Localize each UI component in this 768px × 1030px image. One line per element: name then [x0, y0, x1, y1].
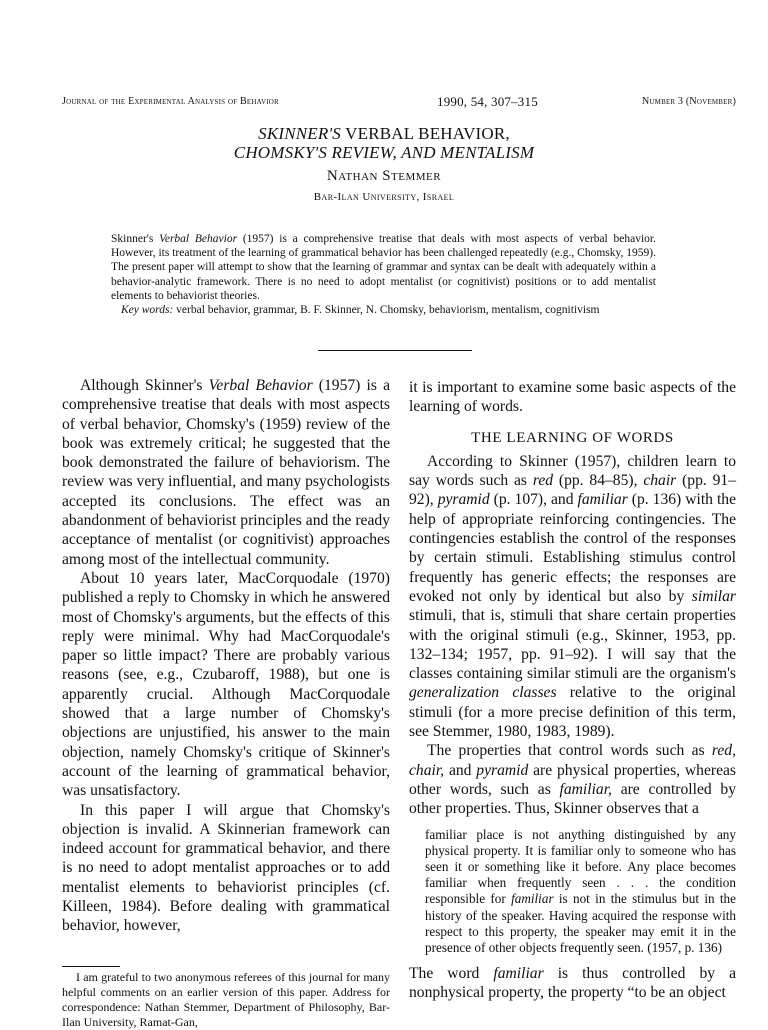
title-block	[0, 124, 768, 203]
affiliation: Bar-Ilan University, Israel	[313, 191, 455, 203]
title-line-1	[0, 124, 768, 143]
running-head	[62, 96, 736, 112]
paragraph: About 10 years later, MacCorquodale (1970) published a reply to Chomsky in which he answered most of Chomsky's arguments, but the effects of this reply were minimal. Why had MacCorquodale's paper so little impact? There are probably various reasons (see, e.g., Czubaroff, 1988), but one is apparently crucial. Although MacCorquodale showed that a large number of Chomsky's objections are unjustified, his answer to the main objection, namely Chomsky's critique of Skinner's account of the learning of grammatical behavior, was unsatisfactory.	[62, 569, 390, 800]
block-quote: familiar place is not anything distinguished by any physical property. It is familiar only to someone who has seen it or something like it before. Any place becomes familiar when frequently seen . . . the condition responsible for familiar is not in the stimulus but in the history of the speaker. Having acquired the response with respect to this property, the speaker may emit it in the presence of other objects frequently seen. (1957, p. 136)	[425, 826, 737, 955]
footnote: I am grateful to two anonymous referees of this journal for many helpful comments on an earlier version of this paper. Address for correspondence: Nathan Stemmer, Department of Philosophy, Bar-Ilan University, Ramat-Gan,	[62, 970, 390, 1029]
citation: 1990, 54, 307–315	[437, 94, 538, 109]
title-skinners: SKINNER'S	[258, 124, 342, 143]
left-column	[62, 376, 390, 936]
author: Nathan Stemmer	[326, 168, 442, 184]
paragraph-continued: it is important to examine some basic aspects of the learning of words.	[409, 379, 736, 416]
title-line-2	[0, 143, 768, 162]
paragraph: According to Skinner (1957), children learn to say words such as red (pp. 84–85), chair (pp. 91–92), pyramid (p. 107), and familiar (p. 136) with the help of appropriate reinforcing contingencies. The contingencies establish the control of the responses by certain stimuli. Establishing stimulus control frequently has generic effects; the responses are evoked not only by identical but also by similar stimuli, that is, stimuli that share certain properties with the original stimuli (e.g., Skinner, 1953, pp. 132–134; 1957, pp. 91–92). I will say that the classes containing similar stimuli are the organism's generalization classes relative to the original stimuli (for a more precise definition of this term, see Stemmer, 1980, 1983, 1989).	[409, 452, 737, 741]
paragraph: The word familiar is thus controlled by a nonphysical property, the property “to be an object	[409, 965, 737, 1002]
title-verbal-behavior: VERBAL BEHAVIOR,	[341, 124, 510, 143]
right-column	[409, 378, 736, 1003]
paragraph: The properties that control words such as red, chair, and pyramid are physical properties, whereas other words, such as familiar, are controlled by other properties. Thus, Skinner observes that a	[409, 742, 736, 818]
section-heading: THE LEARNING OF WORDS	[471, 429, 674, 446]
paragraph: Although Skinner's Verbal Behavior (1957) is a comprehensive treatise that deals with most aspects of verbal behavior, Chomsky's (1959) review of the book was extremely critical; he suggested that the book demonstrated the failure of behaviorism. The review was very influential, and many psychologists accepted its conclusions. The effect was an abandonment of behaviorist principles and the ready acceptance of mentalist (or cognitivist) approaches among most of the intellectual community.	[62, 377, 390, 568]
paragraph: In this paper I will argue that Chomsky's objection is invalid. A Skinnerian framework can indeed account for grammatical behavior, and there is no need to adopt mentalist approaches or to add mentalist elements to behaviorist principles (cf. Killeen, 1984). Before dealing with grammatical behavior, however,	[62, 801, 390, 935]
keywords-list: verbal behavior, grammar, B. F. Skinner, N. Chomsky, behaviorism, mentalism, cognitivism	[173, 304, 600, 317]
abstract-text: Skinner's Verbal Behavior (1957) is a comprehensive treatise that deals with most aspects of verbal behavior. However, its treatment of the learning of grammatical behavior has been challenged repeatedly (e.g., Chomsky, 1959). The present paper will attempt to show that the learning of grammar and syntax can be dealt with adequately within a behavior-analytic framework. There is no need to adopt mentalist (or cognitivist) positions or to add mentalist elements to behaviorist theories.	[111, 233, 656, 302]
journal-name: Journal of the Experimental Analysis of Behavior	[62, 96, 279, 107]
keywords-label: Key words:	[121, 304, 174, 317]
footnote-rule	[62, 966, 120, 967]
abstract	[111, 232, 656, 317]
section-divider	[318, 350, 472, 351]
keywords	[111, 303, 656, 317]
issue-number: Number 3 (November)	[641, 96, 736, 107]
title-chomsky: CHOMSKY'S REVIEW, AND MENTALISM	[233, 143, 535, 162]
